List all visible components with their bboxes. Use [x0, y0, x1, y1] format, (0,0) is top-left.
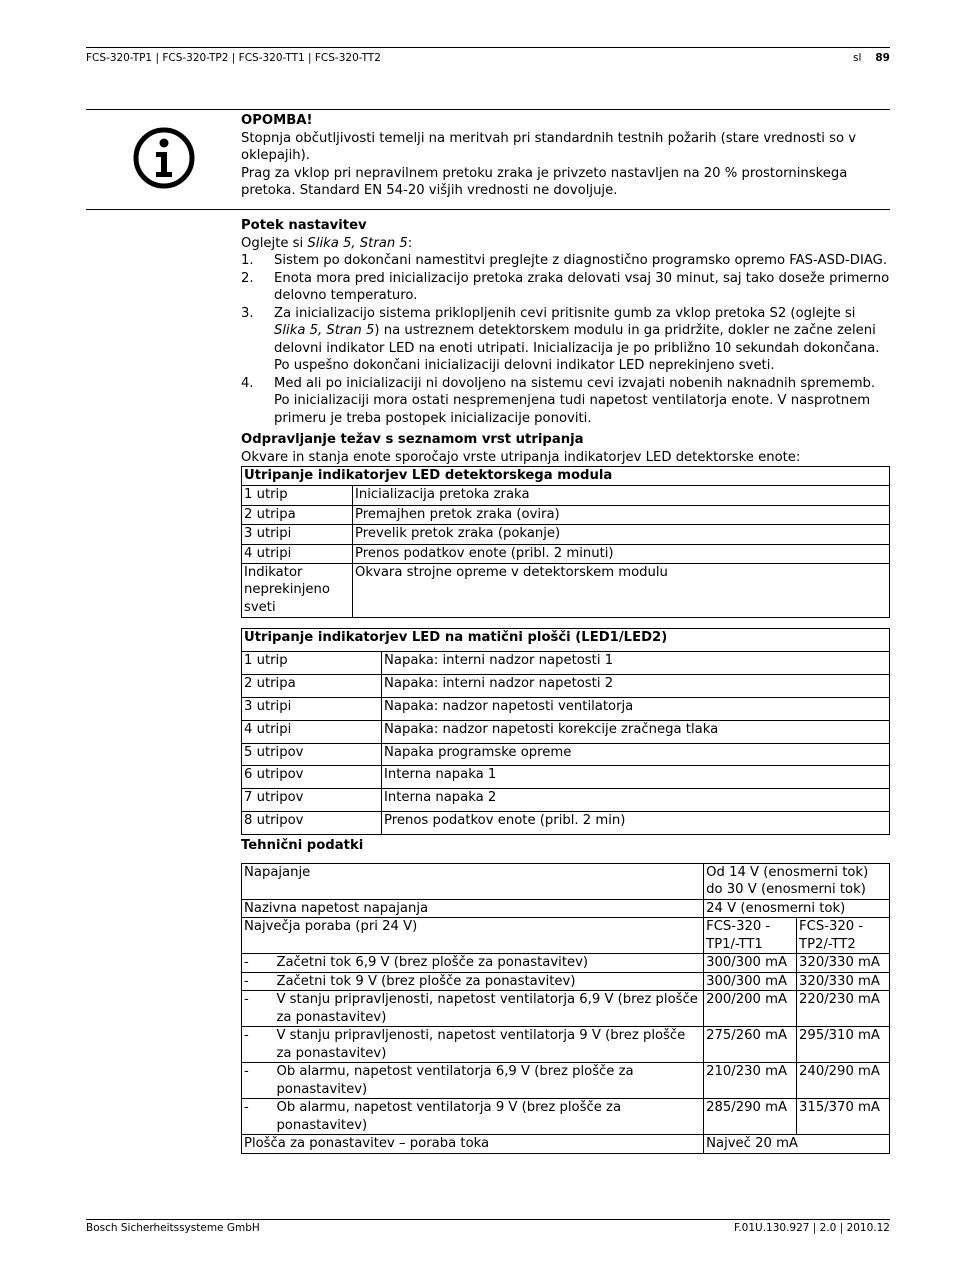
language-code: sl — [852, 52, 862, 64]
procedure-steps — [241, 252, 891, 427]
table-row: 3 utripi Prevelik pretok zraka (pokanje) — [242, 525, 890, 544]
table-row: - Začetni tok 6,9 V (brez plošče za ponastavitev) 300/300 mA 320/330 mA — [242, 954, 890, 973]
table-row: 8 utripov Prenos podatkov enote (pribl. 2 min) — [242, 812, 890, 835]
table-row: 1 utrip Inicializacija pretoka zraka — [242, 486, 890, 505]
table-row: 2 utripa Premajhen pretok zraka (ovira) — [242, 505, 890, 524]
table-row: Plošča za ponastavitev – poraba toka Največ 20 mA — [242, 1135, 890, 1154]
technical-data-table — [241, 863, 890, 1154]
mainboard-led-table — [241, 628, 890, 835]
table-header: Utripanje indikatorjev LED detektorskega modula — [242, 467, 890, 486]
section-title-technical: Tehnični podatki — [241, 838, 364, 854]
table-row: 3 utripi Napaka: nadzor napetosti ventilatorja — [242, 697, 890, 720]
footer-doc-id: F.01U.130.927 | 2.0 | 2010.12 — [733, 1222, 890, 1234]
page-number: 89 — [875, 52, 890, 64]
table-row: - V stanju pripravljenosti, napetost ventilatorja 6,9 V (brez plošče za ponastavitev) 200/200 mA 220/230 mA — [242, 991, 890, 1027]
troubleshooting-intro: Okvare in stanja enote sporočajo vrste utripanja indikatorjev LED detektorske enote: — [241, 449, 801, 465]
table-row: - Ob alarmu, napetost ventilatorja 9 V (brez plošče za ponastavitev) 285/290 mA 315/370 mA — [242, 1099, 890, 1135]
table-row: 7 utripov Interna napaka 2 — [242, 789, 890, 812]
list-item: 2. Enota mora pred inicializacijo pretoka zraka delovati vsaj 30 minut, saj tako doseže primerno delovno temperaturo. — [241, 270, 890, 303]
section-title-procedure: Potek nastavitev — [241, 218, 367, 233]
list-item: 1. Sistem po dokončani namestitvi preglejte z diagnostično programsko opremo FAS-ASD-DIAG. — [241, 253, 888, 268]
table-row: - Začetni tok 9 V (brez plošče za ponastavitev) 300/300 mA 320/330 mA — [242, 972, 890, 991]
detector-led-table — [241, 466, 890, 618]
table-header: Utripanje indikatorjev LED na matični plošči (LED1/LED2) — [242, 628, 890, 651]
table-row: Nazivna napetost napajanja 24 V (enosmerni tok) — [242, 899, 890, 918]
footer-company: Bosch Sicherheitssysteme GmbH — [86, 1222, 260, 1234]
note-title: OPOMBA! — [241, 113, 313, 128]
running-header-page — [853, 52, 890, 65]
list-item: 3. Za inicializacijo sistema priklopljenih cevi pritisnite gumb za vklop pretoka S2 (oglejte si Slika 5, Stran 5) na ustreznem detektorskem modulu in ga pridržite, dokler ne začne zeleni delovni indikator LED na enoti utripati. Inicializacija je po približno 10 sekundah dokončana. Po uspešno dokončani inicializaciji delovni indikator LED neprekinjeno sveti. — [241, 305, 880, 373]
table-row: Indikator neprekinjeno sveti Okvara strojne opreme v detektorskem modulu — [242, 563, 890, 617]
table-row: - Ob alarmu, napetost ventilatorja 6,9 V (brez plošče za ponastavitev) 210/230 mA 240/290 mA — [242, 1063, 890, 1099]
table-row: 2 utripa Napaka: interni nadzor napetosti 2 — [242, 674, 890, 697]
section-title-troubleshooting: Odpravljanje težav s seznamom vrst utripanja — [241, 432, 584, 447]
list-item: 4. Med ali po inicializaciji ni dovoljeno na sistemu cevi izvajati nobenih naknadnih sprememb. Po inicializaciji mora ostati nespremenjena tudi napetost ventilatorja enote. V nasprotnem primeru je treba postopek inicializacije ponoviti. — [241, 375, 876, 426]
procedure-intro: Oglejte si Slika 5, Stran 5: — [241, 235, 413, 251]
info-icon — [133, 127, 195, 189]
figure-reference: Slika 5, Stran 5 — [307, 235, 408, 251]
main-content — [241, 217, 891, 1154]
table-row: - V stanju pripravljenosti, napetost ventilatorja 9 V (brez plošče za ponastavitev) 275/260 mA 295/310 mA — [242, 1027, 890, 1063]
note-bottom-rule — [86, 209, 890, 210]
running-header-title: FCS-320-TP1 | FCS-320-TP2 | FCS-320-TT1 | FCS-320-TT2 — [86, 52, 381, 64]
table-row: 4 utripi Napaka: nadzor napetosti korekcije zračnega tlaka — [242, 720, 890, 743]
table-row: 4 utripi Prenos podatkov enote (pribl. 2 minuti) — [242, 544, 890, 563]
note-paragraph: Prag za vklop pri nepravilnem pretoku zraka je privzeto nastavljen na 20 % prostorninskega pretoka. Standard EN 54-20 višjih vrednosti ne dovoljuje. — [241, 165, 848, 198]
figure-reference: Slika 5, Stran 5 — [274, 323, 375, 338]
table-row: 5 utripov Napaka programske opreme — [242, 743, 890, 766]
table-row: 6 utripov Interna napaka 1 — [242, 766, 890, 789]
header-rule — [86, 47, 890, 48]
note-paragraph: Stopnja občutljivosti temelji na meritvah pri standardnih testnih požarih (stare vrednosti so v oklepajih). — [241, 130, 857, 163]
table-row: Največja poraba (pri 24 V) FCS-320 -TP1/-TT1 FCS-320 -TP2/-TT2 — [242, 918, 890, 954]
table-row: Napajanje Od 14 V (enosmerni tok) do 30 V (enosmerni tok) — [242, 863, 890, 899]
note-content — [241, 112, 891, 200]
table-row: 1 utrip Napaka: interni nadzor napetosti 1 — [242, 651, 890, 674]
footer-rule — [86, 1219, 890, 1220]
note-top-rule — [86, 109, 890, 110]
